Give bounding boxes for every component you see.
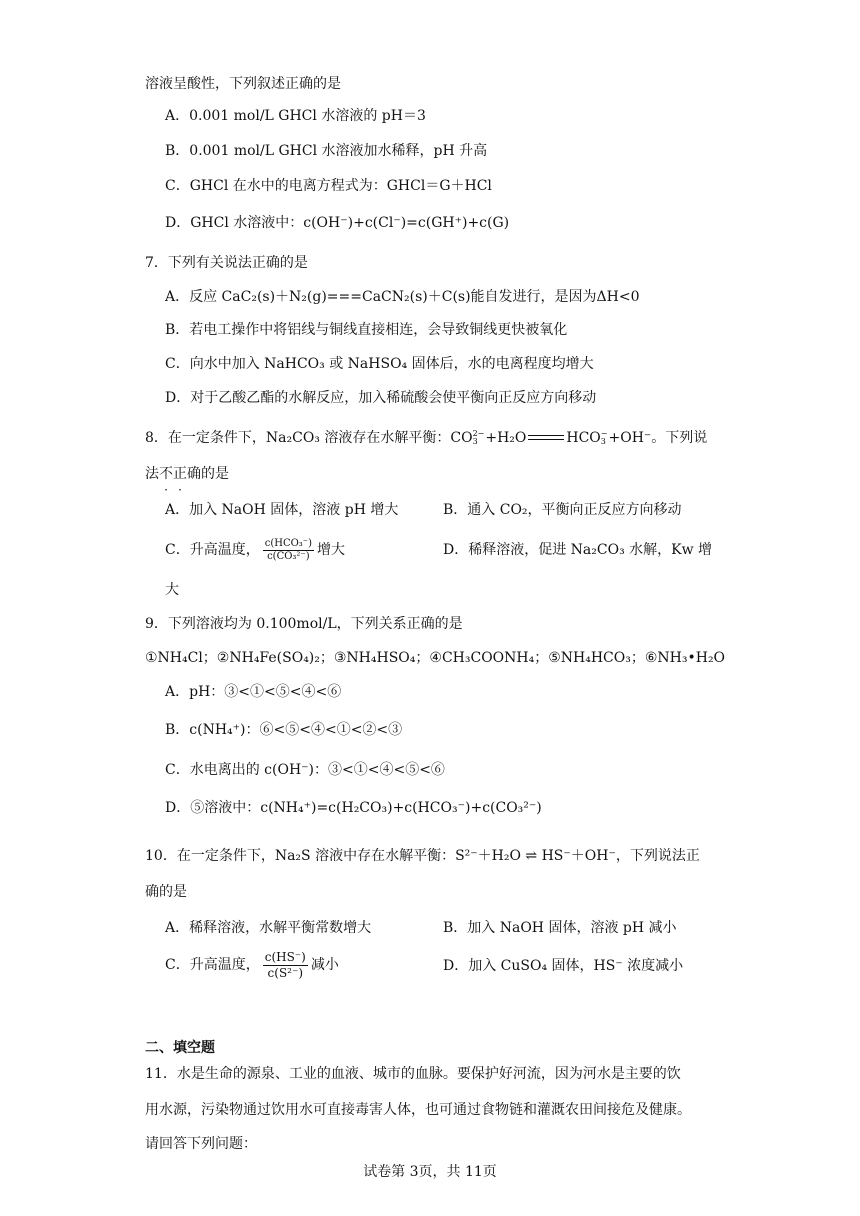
q8-fraction-denominator: c(CO₃²⁻): [267, 550, 310, 562]
q6-option-c: C．GHCl 在水中的电离方程式为：GHCl＝G＋HCl: [165, 178, 492, 194]
q8-stem2-post: 确的是: [187, 466, 229, 482]
q8-fraction: [263, 538, 314, 563]
q10-stem-line2: 确的是: [145, 884, 187, 900]
q8-option-d-cont: 大: [165, 582, 179, 598]
q10-fraction-numerator: c(HS⁻): [264, 949, 306, 964]
q9-option-b: B．c(NH₄⁺)：⑥<⑤<④<①<②<③: [165, 722, 403, 738]
q9-stem: 9．下列溶液均为 0.100mol/L，下列关系正确的是: [145, 616, 463, 632]
q8-option-c: [165, 536, 345, 564]
q10-fraction-denominator: c(S²⁻): [267, 965, 303, 980]
q8-option-a: A．加入 NaOH 固体，溶液 pH 增大: [165, 502, 399, 518]
q10-option-d: D．加入 CuSO₄ 固体，HS⁻ 浓度减小: [443, 958, 684, 974]
q8-stem-part-b: +H₂O: [485, 430, 527, 446]
q9-option-d: D．⑤溶液中：c(NH₄⁺)=c(H₂CO₃)+c(HCO₃⁻)+c(CO₃²⁻): [165, 800, 542, 816]
q6-option-a: A．0.001 mol/L GHCl 水溶液的 pH＝3: [165, 108, 426, 124]
q8-option-c-post: 增大: [316, 542, 345, 558]
q11-line-2: 用水源，污染物通过饮用水可直接毒害人体，也可通过食物链和灌溉农田间接危及健康。: [145, 1102, 691, 1118]
q8-stem-line2: [145, 464, 229, 484]
q8-option-c-pre: C．升高温度，: [165, 542, 260, 558]
q6-option-d: D．GHCl 水溶液中：c(OH⁻)+c(Cl⁻)=c(GH⁺)+c(G): [165, 215, 510, 231]
q7-option-d: D．对于乙酸乙酯的水解反应，加入稀硫酸会使平衡向正反应方向移动: [165, 390, 597, 406]
q8-emphasis-1: 不: [159, 466, 173, 482]
q9-list: ①NH₄Cl；②NH₄Fe(SO₄)₂；③NH₄HSO₄；④CH₃COONH₄；⑤NH₄HCO₃；⑥NH₃•H₂O: [145, 650, 726, 666]
q8-stem-part-a: 8．在一定条件下，Na₂CO₃ 溶液存在水解平衡：CO: [145, 430, 473, 446]
q10-option-c-pre: C．升高温度，: [165, 957, 260, 973]
q8-stem2-pre: 法: [145, 466, 159, 482]
q9-option-a: A．pH：③<①<⑤<④<⑥: [165, 684, 342, 700]
q7-option-c: C．向水中加入 NaHCO₃ 或 NaHSO₄ 固体后，水的电离程度均增大: [165, 356, 594, 372]
q8-co3-charge: 2− 3: [472, 429, 485, 446]
q10-stem: 10．在一定条件下，Na₂S 溶液中存在水解平衡：S²⁻＋H₂O ⇌ HS⁻＋OH⁻，下列说法正: [145, 848, 700, 864]
q11-line-1: 11．水是生命的源泉、工业的血液、城市的血脉。要保护好河流，因为河水是主要的饮: [145, 1066, 681, 1082]
section-title: 二、填空题: [145, 1040, 215, 1056]
q7-option-b: B．若电工操作中将铝线与铜线直接相连，会导致铜线更快被氧化: [165, 322, 568, 338]
q8-fraction-numerator: c(HCO₃⁻): [264, 537, 312, 549]
q8-option-b: B．通入 CO₂，平衡向正反应方向移动: [443, 502, 682, 518]
q7-option-a: A．反应 CaC₂(s)＋N₂(g)===CaCN₂(s)＋C(s)能自发进行，是因为ΔH<0: [165, 289, 640, 305]
q8-emphasis-2: 正: [173, 466, 187, 482]
q8-stem: [145, 428, 707, 448]
q7-stem: 7．下列有关说法正确的是: [145, 255, 308, 271]
q9-option-c: C．水电离出的 c(OH⁻)：③<①<④<⑤<⑥: [165, 762, 445, 778]
q10-option-b: B．加入 NaOH 固体，溶液 pH 减小: [443, 920, 677, 936]
q10-option-c: [165, 948, 339, 982]
q10-fraction: [263, 950, 308, 981]
q11-line-3: 请回答下列问题：: [145, 1136, 257, 1152]
q6-stem: 溶液呈酸性，下列叙述正确的是: [145, 76, 341, 92]
q10-option-c-post: 减小: [310, 957, 339, 973]
q10-option-a: A．稀释溶液，水解平衡常数增大: [165, 920, 372, 936]
q8-stem-part-d: +OH⁻。下列说: [608, 430, 708, 446]
q8-stem-part-c: HCO: [566, 430, 601, 446]
q8-hco3-charge: − 3: [600, 429, 608, 446]
q6-option-b: B．0.001 mol/L GHCl 水溶液加水稀释，pH 升高: [165, 143, 488, 159]
page-footer: 试卷第 3页，共 11页: [363, 1164, 497, 1180]
equilibrium-arrow-icon: [528, 433, 564, 443]
q8-option-d: D．稀释溶液，促进 Na₂CO₃ 水解，Kw 增: [443, 542, 713, 558]
